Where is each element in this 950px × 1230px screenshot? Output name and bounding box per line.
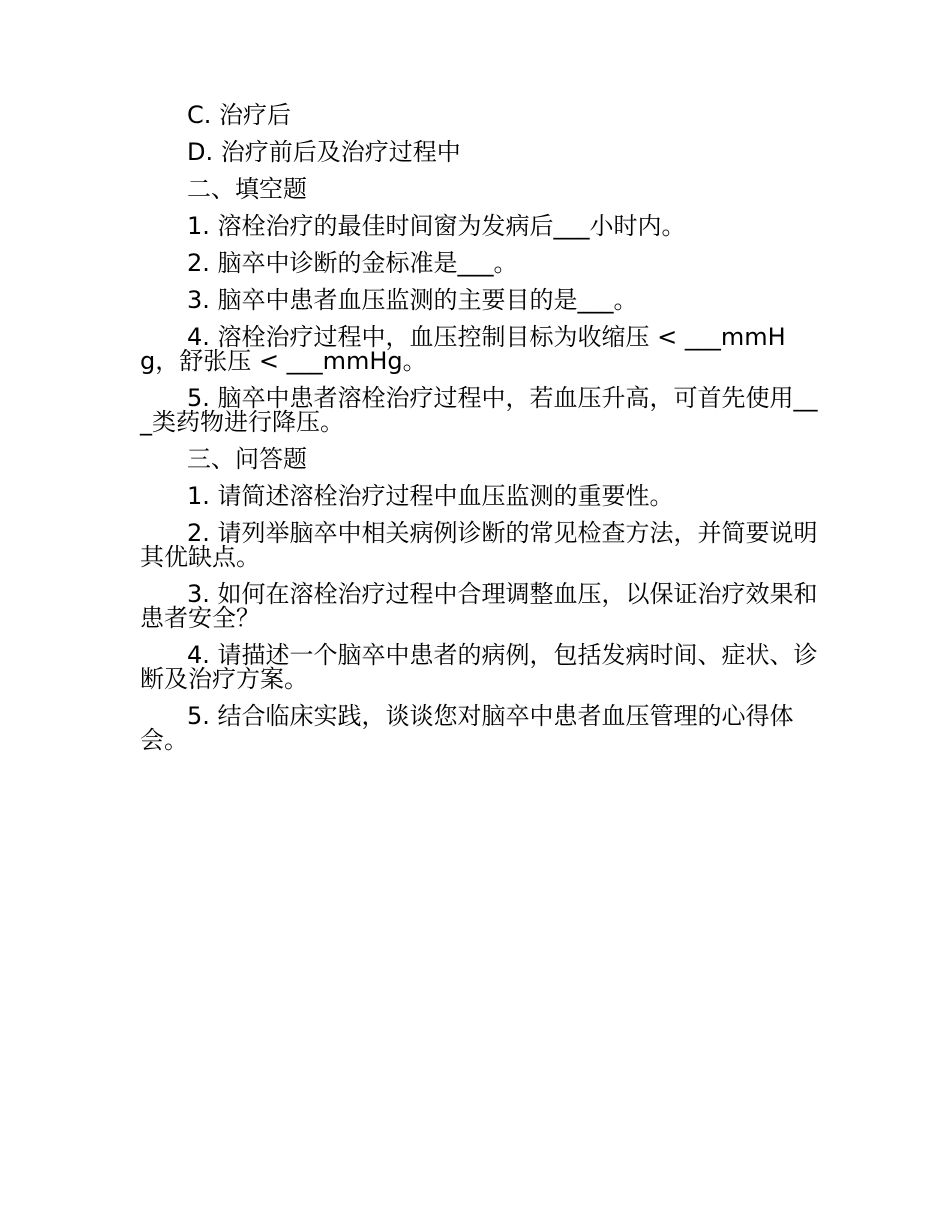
option-d: D. 治疗前后及治疗过程中 [187,138,461,166]
document-body [140,103,820,765]
short-answer-question-5: 5. 结合临床实践，谈谈您对脑卒中患者血压管理的心得体会。 [140,702,794,754]
short-answer-question-4: 4. 请描述一个脑卒中患者的病例，包括发病时间、症状、诊断及治疗方案。 [140,641,818,693]
section-heading-short-answer: 三、问答题 [187,445,307,473]
fill-in-question-5: 5. 脑卒中患者溶栓治疗过程中，若血压升高，可首先使用___类药物进行降压。 [140,384,818,436]
fill-in-question-2: 2. 脑卒中诊断的金标准是___。 [187,249,518,277]
short-answer-question-1: 1. 请简述溶栓治疗过程中血压监测的重要性。 [187,482,674,510]
fill-in-question-4: 4. 溶栓治疗过程中，血压控制目标为收缩压 < ___mmHg，舒张压 < ___mmHg。 [140,323,786,375]
short-answer-question-3: 3. 如何在溶栓治疗过程中合理调整血压，以保证治疗效果和患者安全？ [140,580,818,632]
section-heading-fill-in: 二、填空题 [187,175,307,203]
short-answer-question-2: 2. 请列举脑卒中相关病例诊断的常见检查方法，并简要说明其优缺点。 [140,519,818,571]
fill-in-question-1: 1. 溶栓治疗的最佳时间窗为发病后___小时内。 [187,212,686,240]
option-c: C. 治疗后 [187,101,292,129]
fill-in-question-3: 3. 脑卒中患者血压监测的主要目的是___。 [187,286,638,314]
